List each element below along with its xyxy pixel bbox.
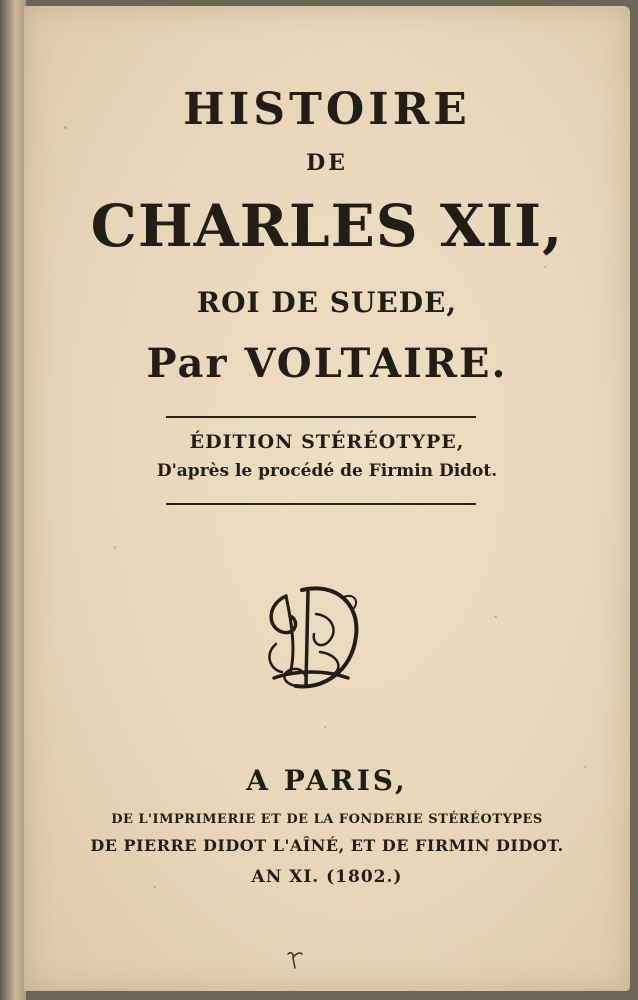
city-line: A PARIS, — [246, 764, 408, 797]
title-line-roi: ROI DE SUEDE, — [196, 286, 458, 319]
date-line: AN XI. (1802.) — [251, 867, 403, 887]
pencil-annotation-icon — [285, 948, 305, 970]
bottom-rule — [166, 503, 476, 505]
process-line: D'après le procédé de Firmin Didot. — [156, 461, 498, 481]
book-spine-edge — [0, 0, 26, 1000]
title-line-histoire: HISTOIRE — [183, 84, 471, 135]
edition-line: ÉDITION STÉRÉOTYPE, — [189, 431, 465, 453]
imprint-line-2: DE PIERRE DIDOT L'AÎNÉ, ET DE FIRMIN DIDOT. — [90, 836, 564, 855]
author-line: Par VOLTAIRE. — [146, 340, 508, 387]
imprint-line-1: DE L'IMPRIMERIE ET DE LA FONDERIE STÉRÉOTYPES — [111, 812, 543, 827]
title-line-charles: CHARLES XII, — [90, 192, 564, 260]
title-line-de: DE — [306, 150, 348, 176]
top-rule — [166, 416, 476, 418]
printer-monogram-icon — [256, 574, 372, 702]
